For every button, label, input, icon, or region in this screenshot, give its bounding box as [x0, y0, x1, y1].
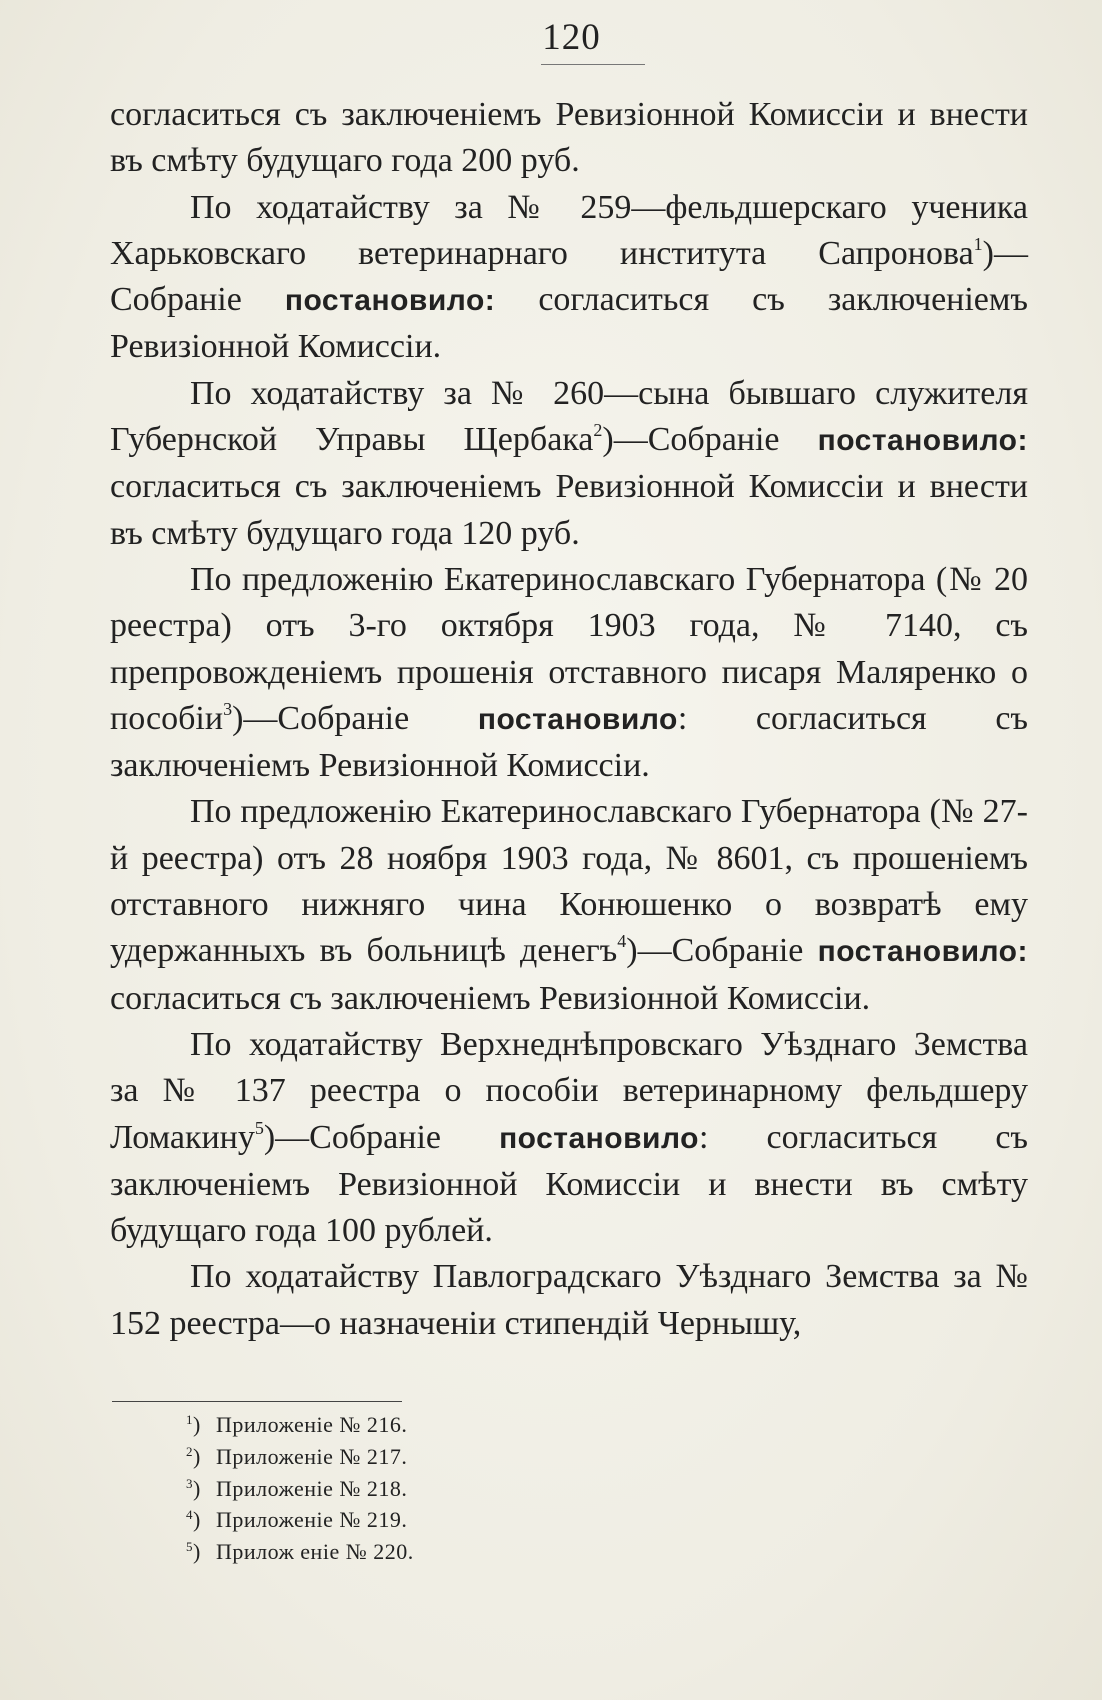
footnote-rule	[112, 1401, 402, 1402]
footnote-reference: 3	[223, 698, 233, 719]
text-run: По предложенію Екатеринославскаго Губернатора (№ 27-й реестра) отъ 28 ноября 1903 года, № 8601, съ прошеніемъ отставного нижняго чина Конюшенко о возвратѣ ему удержанныхъ въ больницѣ денегъ	[110, 793, 1028, 970]
text-run: : согласиться съ заключеніемъ Ревизіонной Комиссіи и внести въ смѣту будущаго года 100 рублей.	[110, 1118, 1029, 1250]
text-run: )—Собраніе	[110, 234, 1028, 319]
footnotes	[186, 1409, 414, 1568]
footnote-text: Приложеніе № 217.	[216, 1443, 408, 1469]
page-number: 120	[542, 17, 601, 58]
paragraph	[110, 371, 1028, 557]
paragraph	[110, 1022, 1028, 1254]
text-run: согласиться съ заключеніемъ Ревизіонной Комиссіи и внести въ смѣту будущаго года 200 руб.	[110, 96, 1028, 180]
resolution-keyword: постановило:	[817, 424, 1028, 458]
paragraph	[110, 1254, 1028, 1347]
footnote-reference: 4	[617, 931, 627, 952]
text-run: По ходатайству за № 259—фельдшерскаго ученика Харьковскаго ветеринарнаго института Сапронова	[110, 188, 1028, 272]
paragraph	[110, 92, 1028, 185]
text-run: согласиться съ заключеніемъ Ревизіонной Комиссіи и внести въ смѣту будущаго года 120 руб.	[110, 468, 1028, 552]
footnote-reference: 2	[593, 420, 603, 441]
footnote-mark: $^1$)	[186, 1412, 201, 1437]
text-run: согласиться съ заключеніемъ Ревизіонной Комиссіи.	[110, 281, 1028, 366]
footnote	[186, 1536, 414, 1568]
text-run: согласиться съ заключеніемъ Ревизіонной Комиссіи.	[110, 979, 871, 1017]
footnote	[186, 1504, 414, 1536]
footnote-mark: $^2$)	[186, 1443, 201, 1469]
footnote-mark: $^4$)	[186, 1507, 201, 1533]
text-run: )—Собраніе	[626, 932, 818, 970]
paragraph	[110, 185, 1028, 371]
page-number-rule	[541, 64, 645, 65]
footnote	[186, 1473, 414, 1505]
footnote-text: Приложеніе № 219.	[216, 1507, 408, 1533]
text-run: По ходатайству Верхнеднѣпровскаго Уѣзднаго Земства за № 137 реестра о пособіи ветеринарному фельдшеру Ломакину	[110, 1025, 1028, 1156]
text-run: )—Собраніе	[602, 421, 818, 459]
footnote-mark: $^5$)	[186, 1539, 201, 1565]
body-text	[110, 92, 1028, 1347]
text-run: По предложенію Екатеринославскаго Губернатора (№ 20 реестра) отъ 3-го октября 1903 года, № 7140, съ препровожденіемъ прошенія отставного писаря Маляренко о пособіи	[110, 560, 1028, 737]
text-run: )—Собраніе	[232, 699, 478, 737]
text-run: По ходатайству Павлоградскаго Уѣзднаго Земства за № 152 реестра—о назначеніи стипендій Чернышу,	[110, 1258, 1028, 1342]
resolution-keyword: постановило	[477, 702, 678, 736]
footnote	[186, 1441, 414, 1473]
footnote-text: Прилож еніе № 220.	[216, 1539, 414, 1565]
footnote-mark: $^3$)	[186, 1475, 201, 1501]
resolution-keyword: постановило:	[817, 935, 1028, 969]
resolution-keyword: постановило	[499, 1121, 699, 1155]
text-run: По ходатайству за № 260—сына бывшаго служителя Губернской Управы Щербака	[110, 374, 1028, 459]
paragraph	[110, 789, 1028, 1021]
resolution-keyword: постановило:	[284, 284, 496, 318]
footnote-reference: 5	[254, 1117, 264, 1138]
text-run: )—Собраніе	[263, 1118, 500, 1156]
footnote-text: Приложеніе № 216.	[216, 1412, 408, 1437]
footnote-text: Приложеніе № 218.	[216, 1475, 408, 1501]
paragraph	[110, 557, 1028, 789]
text-run: : согласиться съ заключеніемъ Ревизіонной Комиссіи.	[110, 699, 1029, 785]
footnote-reference: 1	[973, 233, 983, 254]
footnote	[186, 1409, 414, 1441]
